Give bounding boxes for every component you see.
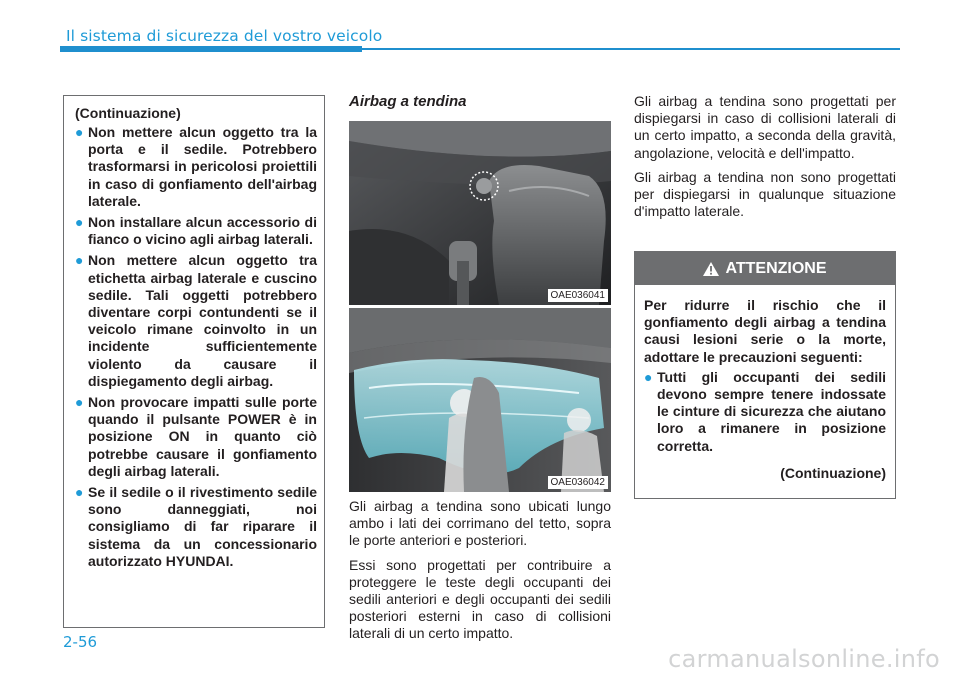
curtain-airbag-illustration [349,308,611,492]
caution-list [75,124,317,570]
caution-item-text: Non mettere alcun oggetto tra etichetta airbag laterale e cuscino sedile. Tali oggetti potrebbero diventare corpi contundenti se il veicolo rimane coinvolto in un incidente sufficientemente violento da causare il dispiegamento degli airbag. [88,252,317,389]
right-text-block [634,93,896,227]
warning-item [644,369,886,455]
caution-item-text: Non installare alcun accessorio di fianco o vicino agli airbag laterali. [88,214,317,248]
warning-header [635,252,895,285]
caution-heading: (Continuazione) [75,105,181,121]
middle-text-block [349,498,611,650]
caution-continuation-box [63,95,325,628]
caution-item [75,252,317,390]
paragraph: Gli airbag a tendina sono progettati per dispiegarsi in caso di collisioni laterali di un certo impatto, a seconda della gravità, angolazione, velocità e dell'impatto. [634,93,896,161]
caution-item-text: Se il sedile o il rivestimento sedile sono danneggiati, noi consigliamo di far riparare il sistema da un concessionario autorizzato HYUNDAI. [88,484,317,569]
bullet-icon: ● [644,368,653,385]
paragraph: Gli airbag a tendina non sono progettati per dispiegarsi in qualunque situazione d'impatto laterale. [634,168,896,220]
warning-continuation: (Continuazione) [780,464,886,481]
section-header-title: Il sistema di sicurezza del vostro veicolo [66,27,383,45]
warning-item-text: Tutti gli occupanti dei sedili devono sempre tenere indossate le cinture di sicurezza che aiutano loro a rimanere in posizione corretta. [657,368,886,454]
section-title: Airbag a tendina [349,93,467,110]
figure-code: OAE036042 [548,476,609,489]
bullet-icon: ● [75,214,84,231]
caution-item [75,394,317,480]
header-rule [362,48,900,50]
warning-list [644,369,886,455]
caution-item [75,484,317,570]
page-number: 2-56 [63,633,98,651]
figure-headliner-airbag [349,121,611,305]
warning-body [635,285,895,481]
figure-code: OAE036041 [548,289,609,302]
bullet-icon: ● [75,252,84,269]
figure-curtain-airbag [349,308,611,492]
warning-box [634,251,896,499]
caution-item [75,124,317,210]
bullet-icon: ● [75,124,84,140]
warning-triangle-icon [703,262,719,276]
warning-lead: Per ridurre il rischio che il gonfiamento degli airbag a tendina causi lesioni serie o la morte, adottare le precauzioni seguenti: [644,297,886,365]
bullet-icon: ● [75,484,84,501]
paragraph: Gli airbag a tendina sono ubicati lungo ambo i lati dei corrimano del tetto, sopra le porte anteriori e posteriori. [349,498,611,549]
header-rule-accent [60,46,362,52]
bullet-icon: ● [75,394,84,411]
caution-item-text: Non provocare impatti sulle porte quando il pulsante POWER è in posizione ON in quanto ciò potrebbe causare il gonfiamento degli airbag laterali. [88,394,317,479]
headliner-illustration [349,121,611,305]
caution-item [75,214,317,248]
watermark: carmanualsonline.info [668,645,940,673]
warning-title: ATTENZIONE [725,259,827,277]
caution-item-text: Non mettere alcun oggetto tra la porta e il sedile. Potrebbero trasformarsi in pericolosi proiettili in caso di gonfiamento dell'airbag laterale. [88,124,317,209]
paragraph: Essi sono progettati per contribuire a proteggere le teste degli occupanti dei sedili anteriori e degli occupanti dei sedili posteriori esterni in caso di collisioni laterali di un certo impatto. [349,556,611,642]
